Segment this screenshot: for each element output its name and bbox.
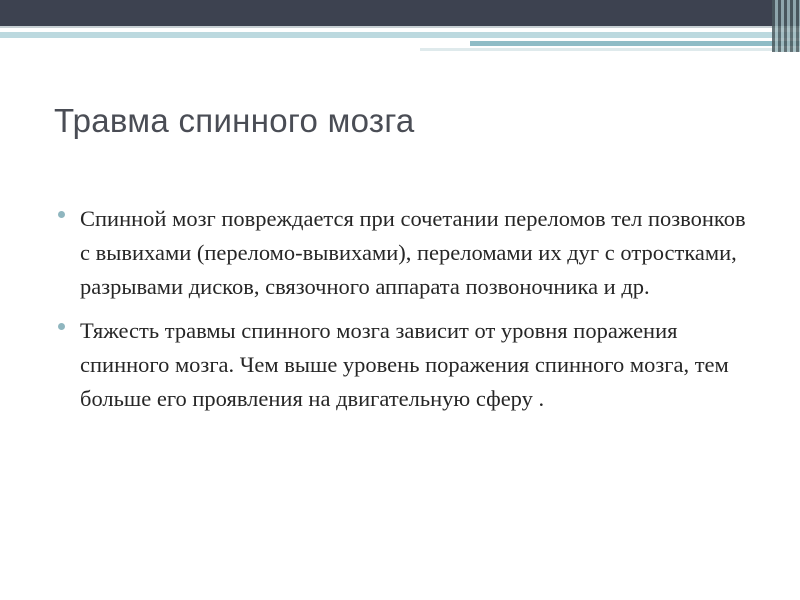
header-light-stripe: [420, 48, 800, 51]
header-accent-stripe: [470, 41, 800, 46]
bullet-text: Спинной мозг повреждается при сочетании переломов тел позвонков с вывихами (переломо-вывихами), переломами их дуг с отростками, разрывами дисков, связочного аппарата позвоночника и др.: [80, 206, 746, 299]
bullet-list: [58, 202, 758, 426]
header-dark-band: [0, 0, 800, 26]
bullet-item: [58, 202, 758, 304]
bullet-item: [58, 314, 758, 416]
bullet-dot-icon: [58, 323, 65, 330]
corner-decoration: [772, 0, 800, 52]
slide-title: Травма спинного мозга: [54, 102, 415, 139]
bullet-text: Тяжесть травмы спинного мозга зависит от уровня поражения спинного мозга. Чем выше уровень поражения спинного мозга, тем больше его проявления на двигательную сферу .: [80, 318, 729, 411]
header-band-edge: [0, 26, 800, 28]
header-teal-stripe: [0, 32, 800, 38]
bullet-dot-icon: [58, 211, 65, 218]
